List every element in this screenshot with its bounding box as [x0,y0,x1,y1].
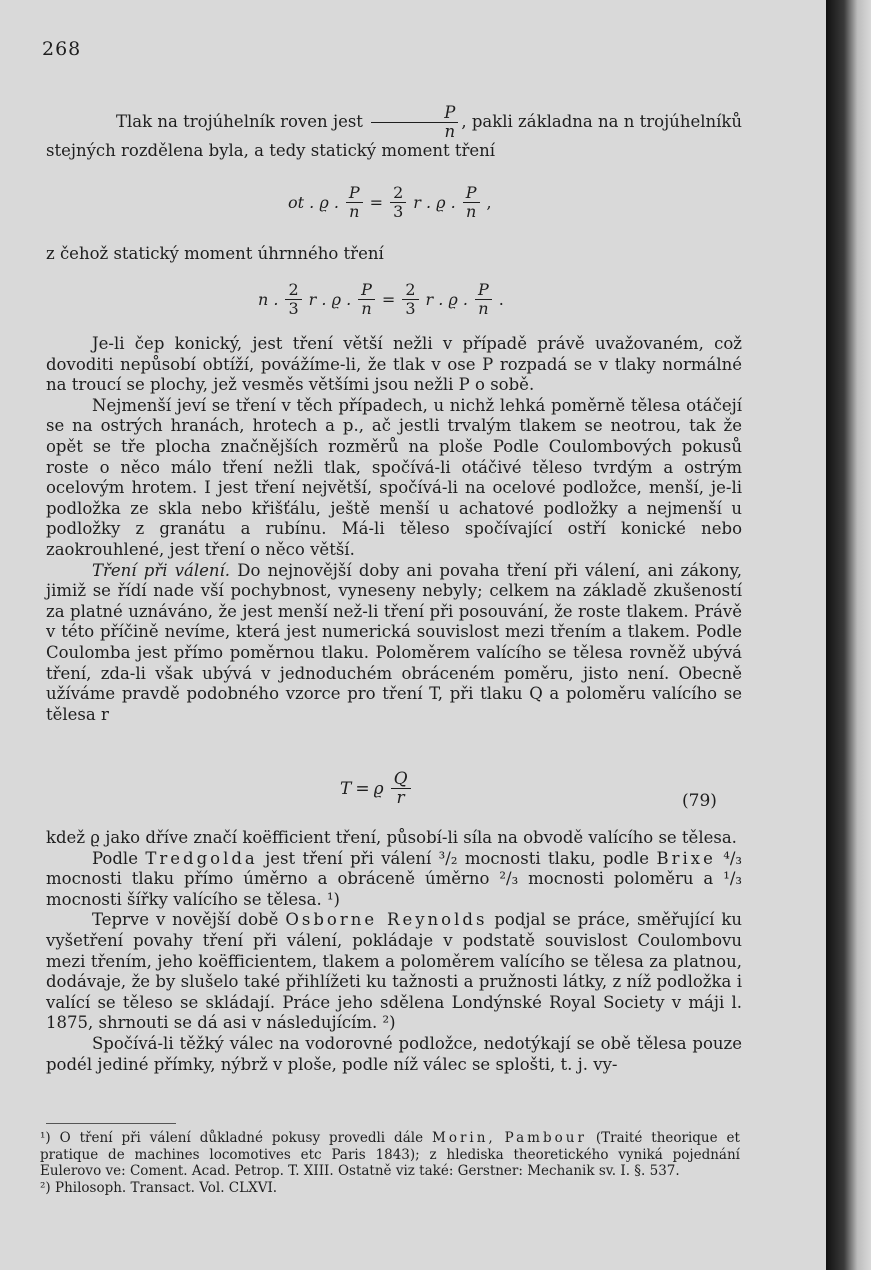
paragraph-tredgold [46,849,742,911]
paragraph-cep: Je-li čep konický, jest tření větší nežli v případě právě uvažovaném, což dovoditi nepůsobí obtíží, povážíme-li, že tlak v ose P rozpadá se v tlaky normálné na troucí se plochy, jež vesměs většími jsou nežli P o sobě. [46,334,742,395]
footnote-1-morin: Morin, [432,1130,496,1146]
teprve-text-1: Teprve v novější době [92,910,279,930]
tlak-fraction-num: P [371,104,458,123]
valeni-title: Tření při válení. [92,560,231,580]
eq1-mid: r . ϱ . [413,193,456,212]
tredgold-text-2: jest tření při válení ³/₂ mocnosti tlaku, podle [265,848,650,868]
equation-number: (79) [682,791,717,811]
reynolds-name: Osborne Reynolds [285,910,488,930]
eq2-end: . [498,290,504,309]
footnote-2 [40,1180,740,1197]
paragraph-teprve [46,910,742,1034]
eq2-mid-1: r . ϱ . [308,290,352,309]
tlak-text-1: Tlak na trojúhelník roven jest [116,112,363,131]
footnote-1-text-a: O tření při válení důkladné pokusy provedli dále [59,1130,424,1146]
eq3-rho: ϱ [373,778,384,799]
equation-2 [258,281,504,318]
tlak-text-2: , pakli základna na n trojúhelníků stejných rozdělena byla, a tedy statický moment tření [46,112,743,160]
valeni-text: Do nejnovější doby ani povaha tření při válení, ani zákony, jimiž se řídí nade vší pochybnost, vyneseny nebyly; celkem na základě zkušeností za platné uznáváno, že jest menší než-li tření při posouvání, že roste tlakem. Právě v této příčině nevíme, která jest numerická souvislost mezi třením a tlakem. Podle Coulomba jest přímo poměrnou tlaku. Poloměrem valícího se tělesa rovněž ubývá tření, zda-li však ubývá v jednoduchém obráceném poměru, jisto není. Obecně užíváme pravdě podobného vzorce pro tření T, při tlaku Q a poloměru valícího se tělesa r [46,560,742,724]
paragraph-kdez: kdež ϱ jako dříve značí koëfficient tření, působí-li síla na obvodě valícího se tělesa. [46,828,737,847]
eq2-frac-2: $\frac{P}{n}$ [358,281,375,318]
tredgold-name: Tredgolda [145,848,258,868]
z-cehoz-text: z čehož statický moment úhrnného tření [46,244,384,263]
eq3-lhs: T [340,778,352,799]
footnote-2-mark: ²) [40,1179,51,1196]
paragraph-valeni [46,561,742,726]
eq2-frac-4: $\frac{P}{n}$ [475,281,492,318]
paragraph-spociva: Spočívá-li těžký válec na vodorovné podložce, nedotýkají se obě tělesa pouze podél jediné přímky, nýbrž v ploše, podle níž válec se splošti, t. j. vy- [46,1033,742,1074]
eq3-frac: $\frac{Q}{r}$ [391,770,411,807]
footnote-2-text: Philosoph. Transact. Vol. CLXVI. [54,1179,278,1196]
eq1-equals: = [369,193,384,212]
eq3-equals: = [355,778,370,799]
eq1-end: , [486,193,492,212]
footnote-1-text-b: (Traité theorique et pratique de machines locomotives etc Paris 1843); z hlediska theoretického vyniká pojednání Eulerovo ve: Coment. Acad. Petrop. T. XIII. Ostatně viz také: Gerstner: Mechanik sv. I. §. 537. [40,1130,740,1179]
main-body [46,334,742,725]
footnote-1 [40,1130,740,1180]
footnote-rule [46,1123,176,1124]
eq2-mid-2: r . ϱ . [425,290,468,309]
eq1-frac-3: $\frac{P}{n}$ [463,184,480,221]
footnote-1-mark: ¹) [40,1130,51,1146]
eq1-lhs: ot . ϱ . [288,193,339,212]
eq2-frac-1: $\frac{2}{3}$ [285,281,301,318]
tlak-fraction-den: n [444,122,456,141]
eq2-equals: = [381,290,396,309]
eq1-frac-1: $\frac{P}{n}$ [346,184,363,221]
teprve-text-2: podjal se práce, směřující ku vyšetření povahy tření při válení, pokládaje v podstatě souvislost Coulombovu mezi třením, jeho koëfficientem, tlakem a poloměrem valícího se tělesa za platnou, dodávaje, že by slušelo také přihlížeti ku tažnosti a pružnosti látky, z níž podložka i valící se těleso se skládají. Práce jeho sdělena Londýnské Royal Society v máji l. 1875, shrnouti se dá asi v následujícím. ²) [46,910,742,1033]
page-number: 268 [42,38,82,60]
equation-79 [340,770,414,807]
brixe-name: Brixe [656,848,716,868]
paragraph-tlak [46,104,742,162]
lower-body [46,828,742,1075]
tredgold-text-3: ⁴/₃ mocnosti tlaku přímo úměrno a obráceně úměrno ²/₃ mocnosti poloměru a ¹/₃ mocnosti šířky valícího se tělesa. ¹) [46,848,743,909]
tredgold-text-1: Podle [92,848,138,868]
eq2-frac-3: $\frac{2}{3}$ [402,281,418,318]
eq1-frac-2: $\frac{2}{3}$ [390,184,406,221]
equation-1 [288,184,492,221]
book-spine-shadow [826,0,871,1270]
paragraph-z-cehoz [46,244,742,265]
eq2-lhs: n . [258,290,279,309]
tlak-fraction [371,104,458,141]
paragraph-nejmensi: Nejmenší jeví se tření v těch případech, u nichž lehká poměrně tělesa otáčejí se na ostrých hranách, hrotech a p., ač jestli trvalým tlakem se neotrou, tak že opět se tře plocha značnějších rozměrů na ploše Podle Coulombových pokusů roste o něco málo tření nežli tlak, spočívá-li otáčivé těleso tvrdým a ostrým ocelovým hrotem. I jest tření největší, spočívá-li na ocelové podložce, menší, je-li podložka ze skla nebo křišťálu, ještě menší u achatové podložky a nejmenší u podložky z granátu a rubínu. Má-li těleso spočívající ostří konické nebo zaokrouhlené, jest tření o něco větší. [46,395,742,559]
footnotes [40,1130,740,1196]
footnote-1-pambour: Pambour [504,1130,587,1146]
